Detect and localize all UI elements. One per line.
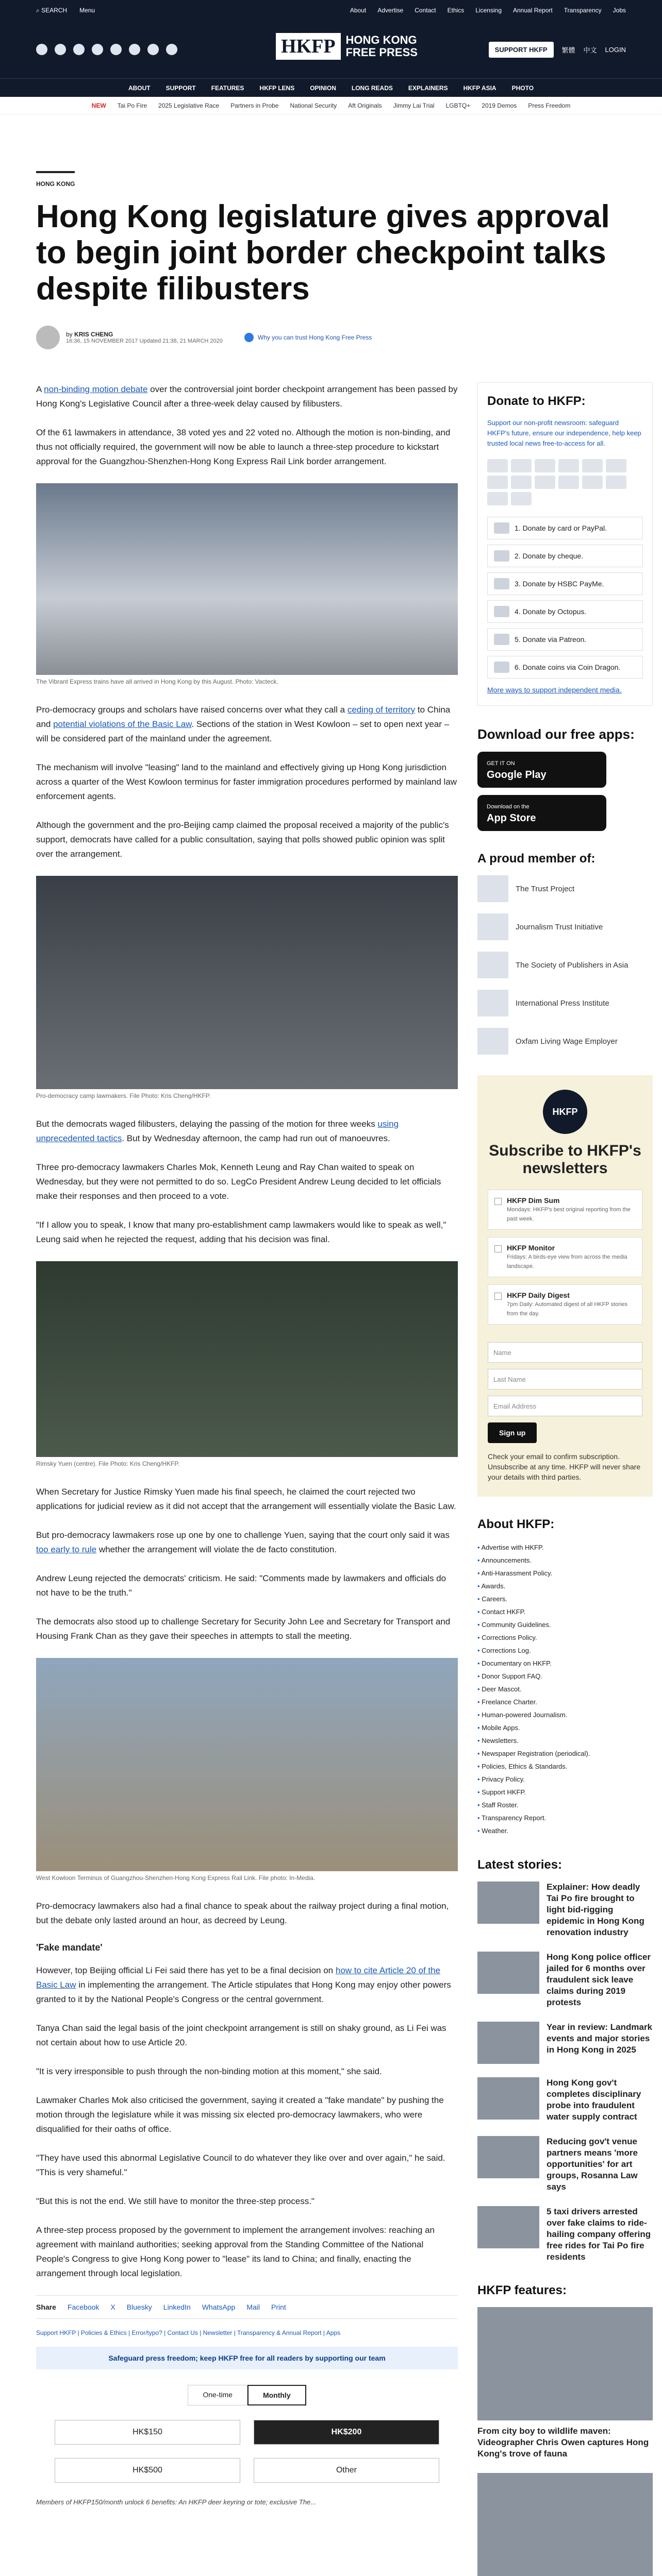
instagram-icon[interactable] [73,44,85,55]
top-utility-bar [0,0,662,21]
paragraph: When Secretary for Justice Rimsky Yuen made his final speech, he claimed the court rejected two applications for judicial review as it did not accept that the arrangement will essentially violate the Basic Law. [36,1487,456,1511]
subnav-item[interactable]: Press Freedom [528,101,571,109]
app-store-button[interactable]: Download on the App Store [477,795,606,831]
donation-amounts [36,2420,458,2483]
story-thumbnail [477,1882,539,1924]
bluesky-icon[interactable] [147,44,159,55]
paragraph: "They have used this abnormal Legislative Council to do whatever they like over and over again," he said. "This is very shameful." [36,2153,445,2177]
about-link[interactable]: • Contact HKFP. [477,1605,653,1618]
inline-link[interactable]: potential violations of the Basic Law [53,719,192,729]
publish-dates: 16:36, 15 NOVEMBER 2017 Updated 21:38, 21 MARCH 2020 [66,338,223,344]
amount-option-other[interactable]: Other [254,2458,439,2483]
facebook-icon[interactable] [36,44,47,55]
about-title: About HKFP: [477,1517,555,1531]
about-link[interactable]: • Donor Support FAQ. [477,1670,653,1683]
story-headline[interactable]: 5 taxi drivers arrested over fake claims to ride-hailing company offering free rides for Tai Po fire residents [547,2207,651,2262]
paypal-icon [558,459,579,472]
payment-methods [487,459,643,505]
logo-mark: HKFP [276,33,341,60]
about-list [477,1541,653,1837]
about-link[interactable]: • Advertise with HKFP. [477,1541,653,1554]
sopa-logo [477,952,508,978]
trust-link[interactable]: Why you can trust Hong Kong Free Press [244,333,372,342]
author-avatar [36,326,60,349]
linkedin-icon[interactable] [110,44,122,55]
share-linkedin[interactable]: LinkedIn [163,2303,191,2311]
member-benefits-text: Members of HKFP150/month unlock 6 benefits: An HKFP deer keyring or tote; exclusive The... [36,2498,317,2506]
about-link[interactable]: • Policies, Ethics & Standards. [477,1760,653,1773]
topbar-link-about[interactable]: About [350,7,367,14]
nav-about[interactable]: ABOUT [128,84,151,92]
category-tag[interactable]: HONG KONG [36,171,75,188]
about-link[interactable]: • Human-powered Journalism. [477,1708,653,1721]
about-link[interactable]: • Support HKFP. [477,1786,653,1799]
x-icon[interactable] [55,44,66,55]
new-badge: NEW [91,101,106,109]
inline-link[interactable]: using unprecedented tactics [36,1119,399,1143]
about-link[interactable]: • Freelance Charter. [477,1696,653,1708]
ipi-logo [477,990,508,1016]
inline-link[interactable]: too early to rule [36,1545,97,1554]
latest-story[interactable] [477,2206,653,2263]
search-link[interactable]: ⌕ SEARCH [36,6,68,14]
amount-option[interactable]: HK$150 [55,2420,240,2445]
member-org[interactable]: Journalism Trust Initiative [477,913,653,940]
member-org[interactable]: The Trust Project [477,875,653,902]
share-x[interactable]: X [110,2303,115,2311]
name-field[interactable]: Name [488,1342,642,1363]
nav-hkfp-asia[interactable]: HKFP ASIA [463,84,496,92]
logo-text: HONG KONG FREE PRESS [345,33,418,59]
support-banner[interactable]: Safeguard press freedom; keep HKFP free for all readers by supporting our team [36,2347,458,2369]
train-photo [36,483,458,675]
latest-section [477,1858,653,2263]
story-thumbnail [477,2136,539,2178]
photo-caption: Pro-democracy camp lawmakers. File Photo: Kris Cheng/HKFP. [36,1092,211,1099]
subnav-item[interactable]: LGBTQ+ [445,101,471,109]
oxfam-logo [477,1028,508,1055]
topbar-link-transparency[interactable]: Transparency [564,7,602,14]
features-title: HKFP features: [477,2283,567,2297]
subnav-item[interactable]: 2025 Legislative Race [158,101,220,109]
login-link[interactable]: LOGIN [605,45,626,54]
hkfp-logo: HKFP [543,1090,587,1134]
amount-option-selected[interactable]: HK$200 [254,2420,439,2445]
subnav-item[interactable]: Jimmy Lai Trial [393,101,435,109]
share-bar [36,2295,458,2319]
newsletter-option-monitor[interactable]: HKFP Monitor Fridays: A birds-eye view from across the media landscape. [488,1237,642,1277]
about-link[interactable]: • Anti-Harassment Policy. [477,1567,653,1580]
about-link[interactable]: • Announcements. [477,1554,653,1567]
latest-story[interactable] [477,2136,653,2193]
story-headline[interactable]: Hong Kong police officer jailed for 6 months over fraudulent sick leave claims during 2019 protests [547,1952,651,2007]
fps-icon [487,492,508,505]
topbar-link-jobs[interactable]: Jobs [613,7,626,14]
story-thumbnail [477,2077,539,2120]
story-thumbnail [477,2022,539,2064]
donate-option-coins[interactable]: 6. Donate coins via Coin Dragon. [487,656,643,679]
checkbox[interactable] [494,1293,502,1300]
paragraph: Andrew Leung rejected the democrats' criticism. He said: "Comments made by lawmakers and officials do not have to be the truth." [36,1573,446,1598]
apps-section [477,726,653,831]
about-link[interactable]: • Transparency Report. [477,1811,653,1824]
share-mail[interactable]: Mail [246,2303,260,2311]
paragraph: Three pro-democracy lawmakers Charles Mok, Kenneth Leung and Ray Chan waited to speak on Wednesday, but they were not permitted to do so. LegCo President Andrew Leung decided to let officials make their responses and then proceed to a vote. [36,1162,441,1201]
freq-one-time[interactable]: One-time [188,2385,247,2405]
member-org[interactable]: The Society of Publishers in Asia [477,952,653,978]
paragraph: Pro-democracy groups and scholars have raised concerns over what they call a ceding of territory to China and potential violations of the Basic Law. Sections of the station in West Kowloon – set to open next year – will be considered part of the mainland under the agreement. [36,705,451,743]
about-link[interactable]: • Careers. [477,1592,653,1605]
feature-image [477,2307,653,2420]
paragraph: A non-binding motion debate over the controversial joint border checkpoint arrangement has been passed by Hong Kong's Legislative Council after a three-week delay caused by filibusters. [36,384,458,409]
support-hkfp-button[interactable]: SUPPORT HKFP [489,42,554,58]
checkbox[interactable] [494,1245,502,1252]
story-thumbnail [477,2206,539,2248]
newsletter-title: Subscribe to HKFP's newsletters [489,1142,641,1177]
about-link[interactable]: • Corrections Policy. [477,1631,653,1644]
membership-title: A proud member of: [477,852,595,866]
wechat-icon [511,492,532,505]
story-thumbnail [477,1952,539,1994]
donate-option-payme[interactable]: 3. Donate by HSBC PayMe. [487,572,643,595]
about-link[interactable]: • Awards. [477,1580,653,1592]
subnav-item[interactable]: Tai Po Fire [117,101,147,109]
newsletter-option-digest[interactable]: HKFP Daily Digest 7pm Daily: Automated digest of all HKFP stories from the day. [488,1284,642,1325]
latest-story[interactable] [477,2022,653,2064]
topbar-link-ethics[interactable]: Ethics [447,7,465,14]
latest-story[interactable] [477,1882,653,1938]
story-headline[interactable]: Hong Kong gov't completes disciplinary probe into fraudulent water supply contract [547,2078,641,2122]
paragraph: Although the government and the pro-Beijing camp claimed the proposal received a majority of the public's support, democrats have called for a public consultation, saying that polls showed public opinion was split over the arrangement. [36,820,449,859]
article-title: Hong Kong legislature gives approval to begin joint border checkpoint talks despite filibusters [36,199,610,307]
subnav-item[interactable]: National Security [290,101,337,109]
coin-icon [582,476,603,489]
cheque-icon [494,550,509,562]
paragraph: Tanya Chan said the legal basis of the joint checkpoint arrangement is still on shaky ground, as Li Fei was not certain about how to use Article 20. [36,2023,446,2047]
donation-frequency [36,2385,458,2405]
search-icon: ⌕ [36,6,42,14]
apple-pay-icon [582,459,603,472]
freq-monthly[interactable]: Monthly [247,2385,306,2405]
payme-icon [494,578,509,589]
section-heading: 'Fake mandate' [36,1942,103,1953]
share-facebook[interactable]: Facebook [67,2303,100,2311]
lang-traditional-link[interactable]: 繁體 [561,46,575,54]
google-play-button[interactable]: GET IT ON Google Play [477,752,606,788]
about-link[interactable]: • Deer Mascot. [477,1683,653,1696]
topbar-link-advertise[interactable]: Advertise [377,7,404,14]
latest-story[interactable] [477,2077,653,2123]
patreon-icon [494,634,509,645]
features-section [477,2283,653,2576]
donate-option-octopus[interactable]: 4. Donate by Octopus. [487,600,643,623]
paragraph: Pro-democracy lawmakers also had a final chance to speak about the railway project during a final motion, but the debate only lasted around an hour, as decreed by Leung. [36,1901,449,1925]
donate-option-patreon[interactable]: 5. Donate via Patreon. [487,628,643,651]
jti-logo [477,913,508,940]
donate-options [487,517,643,679]
rss-icon[interactable] [166,44,177,55]
newsletter-option-dim-sum[interactable]: HKFP Dim Sum Mondays: HKFP's best original reporting from the past week. [488,1190,642,1230]
about-link[interactable]: • Community Guidelines. [477,1618,653,1631]
lawmakers-photo [36,876,458,1089]
nav-long-reads[interactable]: LONG READS [351,84,393,92]
share-whatsapp[interactable]: WhatsApp [202,2303,236,2311]
site-logo[interactable] [276,33,418,60]
photo-caption: The Vibrant Express trains have all arrived in Hong Kong by this August. Photo: Vacteck. [36,678,278,685]
bank-icon [606,476,626,489]
visa-icon [511,459,532,472]
nav-explainers[interactable]: EXPLAINERS [408,84,448,92]
signup-button[interactable]: Sign up [488,1422,537,1443]
menu-link[interactable]: Menu [79,7,95,14]
officials-photo [36,1261,458,1457]
paragraph: "If I allow you to speak, I know that many pro-establishment camp lawmakers would like to speak as well," Leung said when he rejected the request, adding that his decision was final. [36,1220,446,1244]
paragraph: A three-step process proposed by the government to implement the arrangement involves: reaching an agreement with mainland authorities; seeking approval from the Standing Committee of the National People's Congress to give Hong Kong power to "lease" its land to China; and finally, enacting the arrangement through local legislation. [36,2225,435,2278]
paragraph: Lawmaker Charles Mok also criticised the government, saying it created a "fake mandate" by pushing the motion through the legislature while it was missing six elected pro-democracy lawmakers, who were disqualified for their oaths of office. [36,2095,444,2134]
paragraph: "It is very irresponsible to push through the non-binding motion at this moment," she said. [36,2066,382,2076]
author-link[interactable]: KRIS CHENG [74,331,113,338]
latest-story[interactable] [477,1952,653,2008]
trust-icon [244,333,254,342]
checkbox[interactable] [494,1198,502,1205]
feature-image [477,2473,653,2576]
social-links [36,44,177,55]
feature-story[interactable] [477,2473,653,2576]
membership-section [477,852,653,1055]
last-name-field[interactable]: Last Name [488,1369,642,1389]
story-headline[interactable]: Explainer: How deadly Tai Po fire brought to light bid-rigging epidemic in Hong Kong renovation industry [547,1882,644,1937]
octopus-icon [494,606,509,617]
about-link[interactable]: • Documentary on HKFP. [477,1657,653,1670]
threads-icon[interactable] [129,44,140,55]
octopus-icon [487,476,508,489]
donate-box [477,382,653,706]
lang-chinese-link[interactable]: 中文 [583,46,597,54]
paragraph: But the democrats waged filibusters, delaying the passing of the motion for three weeks using unprecedented tactics. But by Wednesday afternoon, the camp had run out of manoeuvres. [36,1119,399,1143]
more-ways-link[interactable]: More ways to support independent media. [487,686,622,694]
share-print[interactable]: Print [271,2303,286,2311]
about-link[interactable]: • Privacy Policy. [477,1773,653,1786]
patreon-icon [558,476,579,489]
terminus-photo [36,1658,458,1871]
subnav-item[interactable]: Partners in Probe [230,101,279,109]
member-org[interactable]: Oxfam Living Wage Employer [477,1028,653,1055]
about-link[interactable]: • Mobile Apps. [477,1721,653,1734]
trust-project-logo [477,875,508,902]
member-org[interactable]: International Press Institute [477,990,653,1016]
paragraph: The democrats also stood up to challenge Secretary for Security John Lee and Secretary for Transport and Housing Frank Chan as they gave their speeches in attempts to stall the meeting. [36,1617,451,1641]
main-nav [0,78,662,97]
inline-link[interactable]: ceding of territory [347,705,416,715]
newsletter-box [477,1075,653,1497]
newsletter-note: Check your email to confirm subscription. Unsubscribe at any time. HKFP will never share your details with third parties. [488,1452,641,1481]
feature-headline[interactable]: From city boy to wildlife maven: Videographer Chris Owen captures Hong Kong's trove of fauna [477,2426,649,2459]
mastercard-icon [487,459,508,472]
topbar-link-licensing[interactable]: Licensing [475,7,502,14]
nav-photo[interactable]: PHOTO [511,84,534,92]
paragraph: "But this is not the end. We still have to monitor the three-step process." [36,2196,315,2206]
topbar-link-contact[interactable]: Contact [415,7,436,14]
feature-story[interactable] [477,2307,653,2460]
about-link[interactable]: • Staff Roster. [477,1799,653,1811]
nav-hkfp-lens[interactable]: HKFP LENS [259,84,295,92]
apps-title: Download our free apps: [477,726,635,742]
donate-option-cheque[interactable]: 2. Donate by cheque. [487,545,643,567]
email-field[interactable]: Email Address [488,1396,642,1416]
inline-link[interactable]: non-binding motion debate [44,384,148,394]
nav-features[interactable]: FEATURES [211,84,244,92]
latest-title: Latest stories: [477,1858,562,1872]
coin-icon [494,662,509,673]
inline-link[interactable]: how to cite Article 20 of the Basic Law [36,1965,441,1990]
about-link[interactable]: • Corrections Log. [477,1644,653,1657]
about-link[interactable]: • Newspaper Registration (periodical). [477,1747,653,1760]
card-icon [494,522,509,534]
byline: by KRIS CHENG 16:36, 15 NOVEMBER 2017 Updated 21:38, 21 MARCH 2020 Why you can trust Hong Kong Free Press [36,326,626,349]
paragraph: However, top Beijing official Li Fei said there has yet to be a final decision on how to cite Article 20 of the Basic Law in implementing the arrangement. The Article stipulates that Hong Kong may enjoy other powers granted to it by the National People's Congress or the central government. [36,1965,451,2004]
paragraph: The mechanism will involve "leasing" land to the mainland and effectively giving up Hong Kong jurisdiction across a quarter of the West Kowloon terminus for faster immigration procedures performed by mainland law enforcement agents. [36,762,457,801]
photo-caption: West Kowloon Terminus of Guangzhou-Shenzhen-Hong Kong Express Rail Link. File photo: In-Media. [36,1874,316,1882]
subnav-item[interactable]: Aft Originals [348,101,382,109]
paragraph: Of the 61 lawmakers in attendance, 38 voted yes and 22 voted no. Although the motion is non-binding, and thus not officially required, the government will now be able to launch a three-step procedure to kickstart approval for the Guangzhou-Shenzhen-Hong Kong Express Rail Link border arrangement. [36,428,451,466]
about-section [477,1517,653,1837]
photo-caption: Rimsky Yuen (centre). File Photo: Kris Cheng/HKFP. [36,1460,180,1467]
amount-option[interactable]: HK$500 [55,2458,240,2483]
article-footer-links[interactable]: Support HKFP | Policies & Ethics | Error/typo? | Contact Us | Newsletter | Transparency & Annual Report | Apps [36,2329,341,2336]
paragraph: But pro-democracy lawmakers rose up one by one to challenge Yuen, saying that the court only said it was too early to rule whether the arrangement will violate the de facto constitution. [36,1530,450,1554]
sidebar [477,382,653,2576]
donate-option-card[interactable]: 1. Donate by card or PayPal. [487,517,643,539]
share-bluesky[interactable]: Bluesky [126,2303,152,2311]
topic-subnav [0,97,662,114]
youtube-icon[interactable] [92,44,103,55]
payme-icon [511,476,532,489]
nav-opinion[interactable]: OPINION [310,84,336,92]
share-label: Share [36,2303,56,2311]
nav-support[interactable]: SUPPORT [166,84,196,92]
story-headline[interactable]: Reducing gov't venue partners means 'more opportunities' for art groups, Rosanna Law says [547,2137,638,2192]
cheque-icon [535,476,555,489]
amex-icon [535,459,555,472]
about-link[interactable]: • Weather. [477,1824,653,1837]
google-pay-icon [606,459,626,472]
donate-subtitle[interactable]: Support our non-profit newsroom: safeguard HKFP's future, ensure our independence, help keep trusted local news free-to-access for all. [487,419,641,447]
donate-title: Donate to HKFP: [487,394,586,408]
article-body [36,382,458,2576]
about-link[interactable]: • Newsletters. [477,1734,653,1747]
site-header [0,21,662,78]
story-headline[interactable]: Year in review: Landmark events and major stories in Hong Kong in 2025 [547,2022,653,2055]
topbar-link-annual-report[interactable]: Annual Report [513,7,553,14]
subnav-item[interactable]: 2019 Demos [482,101,517,109]
